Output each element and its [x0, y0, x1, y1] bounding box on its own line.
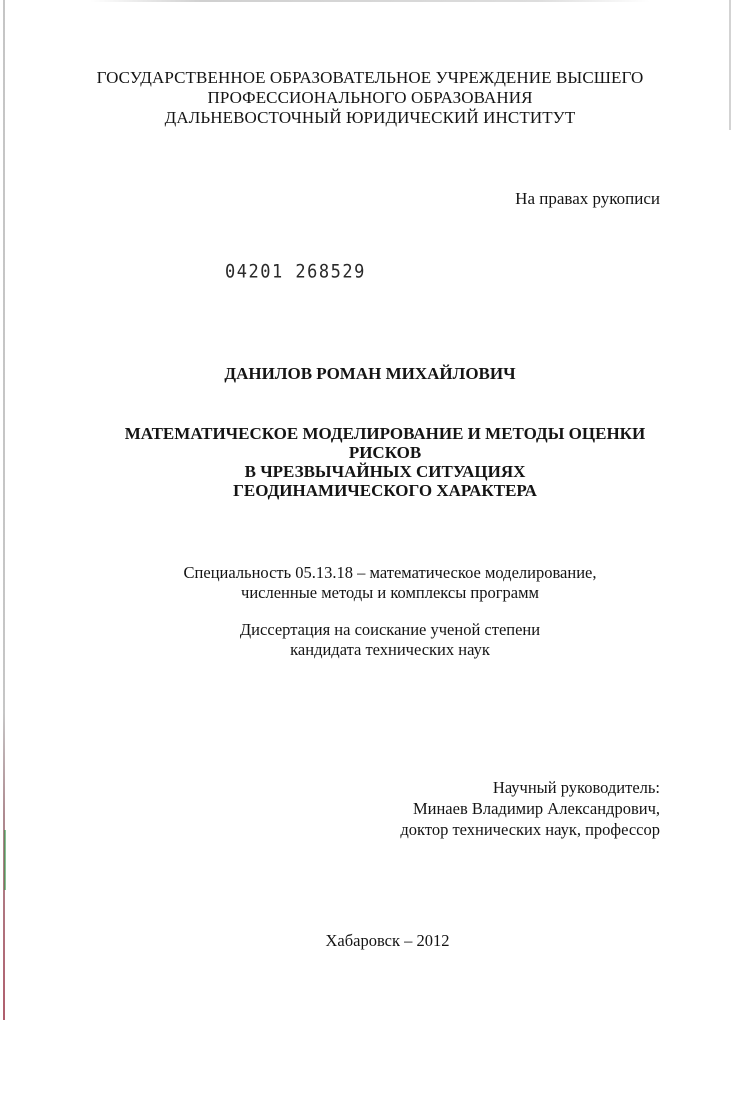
supervisor-degree: доктор технических наук, профессор — [400, 820, 660, 839]
scan-edge-top — [90, 0, 650, 2]
institution-line-2: ПРОФЕССИОНАЛЬНОГО ОБРАЗОВАНИЯ — [207, 88, 533, 107]
manuscript-rights: На правах рукописи — [515, 189, 660, 208]
title-line-2: РИСКОВ — [348, 443, 422, 462]
scan-edge-right — [729, 0, 731, 130]
scan-edge-left-mark — [4, 830, 6, 890]
specialty — [60, 563, 720, 603]
institution-header — [60, 68, 680, 128]
specialty-line-1: Специальность 05.13.18 – математическое моделирование, — [183, 563, 597, 582]
specialty-line-2: численные методы и комплексы программ — [241, 583, 539, 602]
institution-line-3: ДАЛЬНЕВОСТОЧНЫЙ ЮРИДИЧЕСКИЙ ИНСТИТУТ — [164, 108, 576, 127]
supervisor-name: Минаев Владимир Александрович, — [412, 799, 660, 818]
degree-line-2: кандидата технических наук — [290, 640, 490, 659]
degree-line-1: Диссертация на соискание ученой степени — [239, 620, 541, 639]
institution-line-1: ГОСУДАРСТВЕННОЕ ОБРАЗОВАТЕЛЬНОЕ УЧРЕЖДЕНИЕ ВЫСШЕГО — [96, 68, 644, 87]
title-line-3: В ЧРЕЗВЫЧАЙНЫХ СИТУАЦИЯХ — [244, 462, 526, 481]
degree-statement — [60, 620, 720, 660]
city-year: Хабаровск – 2012 — [325, 931, 450, 950]
title-line-1: МАТЕМАТИЧЕСКОЕ МОДЕЛИРОВАНИЕ И МЕТОДЫ ОЦЕНКИ — [124, 424, 646, 443]
author-name: ДАНИЛОВ РОМАН МИХАЙЛОВИЧ — [224, 364, 516, 383]
supervisor-block — [400, 777, 660, 840]
registration-number-stamp: 04201 268529 — [225, 261, 366, 283]
dissertation-title — [60, 424, 710, 500]
title-line-4: ГЕОДИНАМИЧЕСКОГО ХАРАКТЕРА — [233, 481, 537, 500]
supervisor-label: Научный руководитель: — [492, 778, 660, 797]
